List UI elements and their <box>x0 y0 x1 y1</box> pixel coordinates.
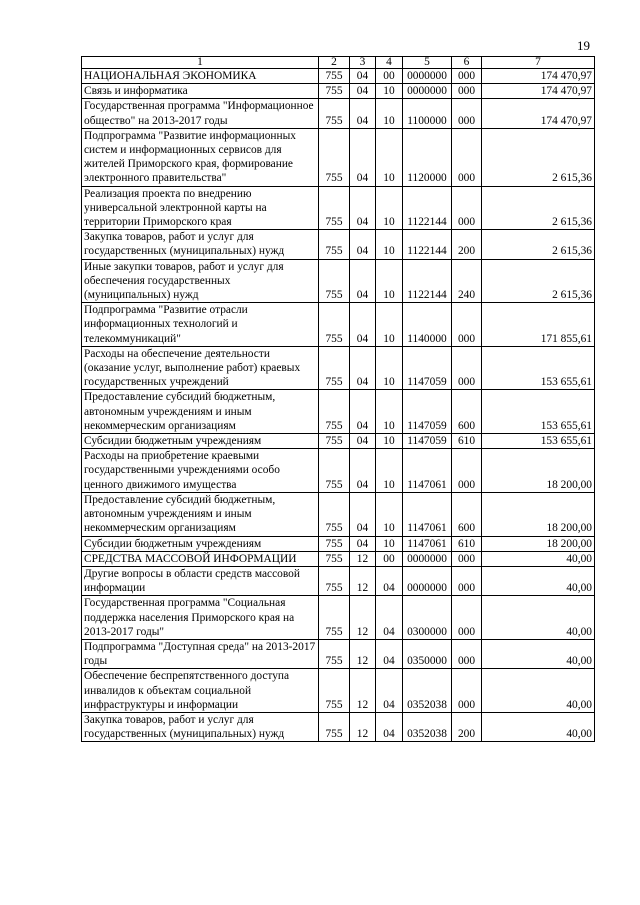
table-row <box>82 492 595 536</box>
expense-type-cell: 000 <box>452 449 482 493</box>
amount-cell: 40,00 <box>482 669 595 713</box>
target-article-cell: 0300000 <box>403 596 452 640</box>
section-code-cell: 04 <box>350 186 376 230</box>
expense-type-cell: 000 <box>452 596 482 640</box>
expense-type-cell: 000 <box>452 346 482 390</box>
section-code-cell: 04 <box>350 303 376 347</box>
expense-type-cell: 000 <box>452 186 482 230</box>
ministry-code-cell: 755 <box>319 551 350 566</box>
subsection-code-cell: 10 <box>376 186 403 230</box>
subsection-code-cell: 00 <box>376 551 403 566</box>
expense-type-cell: 200 <box>452 712 482 741</box>
row-name-cell: Расходы на обеспечение деятельности (оказание услуг, выполнение работ) краевых государственных учреждений <box>82 346 319 390</box>
ministry-code-cell: 755 <box>319 230 350 259</box>
budget-table <box>81 56 595 742</box>
ministry-code-cell: 755 <box>319 434 350 449</box>
column-header: 4 <box>376 57 403 69</box>
section-code-cell: 04 <box>350 84 376 99</box>
table-row <box>82 128 595 186</box>
ministry-code-cell: 755 <box>319 712 350 741</box>
section-code-cell: 12 <box>350 551 376 566</box>
table-row <box>82 259 595 303</box>
expense-type-cell: 600 <box>452 390 482 434</box>
expense-type-cell: 000 <box>452 639 482 668</box>
table-row <box>82 434 595 449</box>
target-article-cell: 1122144 <box>403 186 452 230</box>
ministry-code-cell: 755 <box>319 669 350 713</box>
expense-type-cell: 000 <box>452 566 482 595</box>
expense-type-cell: 610 <box>452 536 482 551</box>
subsection-code-cell: 10 <box>376 128 403 186</box>
expense-type-cell: 000 <box>452 128 482 186</box>
subsection-code-cell: 04 <box>376 712 403 741</box>
subsection-code-cell: 04 <box>376 639 403 668</box>
ministry-code-cell: 755 <box>319 69 350 84</box>
amount-cell: 174 470,97 <box>482 99 595 128</box>
expense-type-cell: 610 <box>452 434 482 449</box>
row-name-cell: Подпрограмма "Развитие отрасли информационных технологий и телекоммуникаций" <box>82 303 319 347</box>
amount-cell: 40,00 <box>482 566 595 595</box>
ministry-code-cell: 755 <box>319 186 350 230</box>
target-article-cell: 0352038 <box>403 669 452 713</box>
table-row <box>82 596 595 640</box>
subsection-code-cell: 10 <box>376 230 403 259</box>
row-name-cell: НАЦИОНАЛЬНАЯ ЭКОНОМИКА <box>82 69 319 84</box>
subsection-code-cell: 10 <box>376 536 403 551</box>
ministry-code-cell: 755 <box>319 346 350 390</box>
amount-cell: 174 470,97 <box>482 69 595 84</box>
target-article-cell: 1147061 <box>403 492 452 536</box>
section-code-cell: 12 <box>350 566 376 595</box>
expense-type-cell: 600 <box>452 492 482 536</box>
subsection-code-cell: 10 <box>376 303 403 347</box>
table-row <box>82 346 595 390</box>
row-name-cell: Субсидии бюджетным учреждениям <box>82 434 319 449</box>
target-article-cell: 1147059 <box>403 346 452 390</box>
target-article-cell: 1147059 <box>403 390 452 434</box>
target-article-cell: 1122144 <box>403 259 452 303</box>
ministry-code-cell: 755 <box>319 303 350 347</box>
expense-type-cell: 000 <box>452 551 482 566</box>
section-code-cell: 04 <box>350 390 376 434</box>
amount-cell: 171 855,61 <box>482 303 595 347</box>
section-code-cell: 04 <box>350 346 376 390</box>
amount-cell: 40,00 <box>482 639 595 668</box>
section-code-cell: 04 <box>350 449 376 493</box>
column-header: 2 <box>319 57 350 69</box>
section-code-cell: 04 <box>350 536 376 551</box>
expense-type-cell: 000 <box>452 669 482 713</box>
section-code-cell: 04 <box>350 128 376 186</box>
table-row <box>82 536 595 551</box>
column-header: 7 <box>482 57 595 69</box>
target-article-cell: 1147061 <box>403 449 452 493</box>
subsection-code-cell: 04 <box>376 566 403 595</box>
table-row <box>82 566 595 595</box>
subsection-code-cell: 10 <box>376 346 403 390</box>
amount-cell: 40,00 <box>482 596 595 640</box>
amount-cell: 153 655,61 <box>482 346 595 390</box>
amount-cell: 18 200,00 <box>482 492 595 536</box>
ministry-code-cell: 755 <box>319 99 350 128</box>
row-name-cell: Иные закупки товаров, работ и услуг для обеспечения государственных (муниципальных) нужд <box>82 259 319 303</box>
subsection-code-cell: 04 <box>376 669 403 713</box>
subsection-code-cell: 10 <box>376 449 403 493</box>
target-article-cell: 1100000 <box>403 99 452 128</box>
ministry-code-cell: 755 <box>319 259 350 303</box>
ministry-code-cell: 755 <box>319 84 350 99</box>
amount-cell: 2 615,36 <box>482 259 595 303</box>
subsection-code-cell: 10 <box>376 99 403 128</box>
amount-cell: 2 615,36 <box>482 186 595 230</box>
ministry-code-cell: 755 <box>319 596 350 640</box>
target-article-cell: 1120000 <box>403 128 452 186</box>
ministry-code-cell: 755 <box>319 492 350 536</box>
amount-cell: 40,00 <box>482 712 595 741</box>
amount-cell: 18 200,00 <box>482 536 595 551</box>
ministry-code-cell: 755 <box>319 449 350 493</box>
amount-cell: 153 655,61 <box>482 434 595 449</box>
subsection-code-cell: 04 <box>376 596 403 640</box>
section-code-cell: 12 <box>350 669 376 713</box>
row-name-cell: Государственная программа "Информационное общество" на 2013-2017 годы <box>82 99 319 128</box>
row-name-cell: Подпрограмма "Развитие информационных систем и информационных сервисов для жителей Приморского края, формирование электронного правительства" <box>82 128 319 186</box>
table-row <box>82 639 595 668</box>
header-row <box>82 57 595 69</box>
ministry-code-cell: 755 <box>319 536 350 551</box>
table-row <box>82 99 595 128</box>
row-name-cell: Субсидии бюджетным учреждениям <box>82 536 319 551</box>
expense-type-cell: 240 <box>452 259 482 303</box>
expense-type-cell: 000 <box>452 99 482 128</box>
table-row <box>82 230 595 259</box>
section-code-cell: 12 <box>350 712 376 741</box>
table-body <box>82 69 595 742</box>
row-name-cell: Предоставление субсидий бюджетным, автономным учреждениям и иным некоммерческим организациям <box>82 492 319 536</box>
column-header: 6 <box>452 57 482 69</box>
row-name-cell: Реализация проекта по внедрению универсальной электронной карты на территории Приморского края <box>82 186 319 230</box>
expense-type-cell: 000 <box>452 303 482 347</box>
section-code-cell: 04 <box>350 259 376 303</box>
column-header: 5 <box>403 57 452 69</box>
ministry-code-cell: 755 <box>319 390 350 434</box>
target-article-cell: 1140000 <box>403 303 452 347</box>
table-row <box>82 390 595 434</box>
subsection-code-cell: 10 <box>376 259 403 303</box>
amount-cell: 174 470,97 <box>482 84 595 99</box>
row-name-cell: Подпрограмма "Доступная среда" на 2013-2017 годы <box>82 639 319 668</box>
row-name-cell: Расходы на приобретение краевыми государственными учреждениями особо ценного движимого имущества <box>82 449 319 493</box>
row-name-cell: Обеспечение беспрепятственного доступа инвалидов к объектам социальной инфраструктуры и информации <box>82 669 319 713</box>
row-name-cell: Связь и информатика <box>82 84 319 99</box>
amount-cell: 153 655,61 <box>482 390 595 434</box>
section-code-cell: 04 <box>350 492 376 536</box>
expense-type-cell: 000 <box>452 84 482 99</box>
section-code-cell: 12 <box>350 639 376 668</box>
row-name-cell: Закупка товаров, работ и услуг для государственных (муниципальных) нужд <box>82 230 319 259</box>
column-header: 1 <box>82 57 319 69</box>
target-article-cell: 0000000 <box>403 566 452 595</box>
table-row <box>82 84 595 99</box>
table-row <box>82 303 595 347</box>
column-header: 3 <box>350 57 376 69</box>
table-row <box>82 449 595 493</box>
subsection-code-cell: 10 <box>376 390 403 434</box>
target-article-cell: 0000000 <box>403 69 452 84</box>
amount-cell: 40,00 <box>482 551 595 566</box>
amount-cell: 18 200,00 <box>482 449 595 493</box>
page-number: 19 <box>577 38 590 53</box>
section-code-cell: 04 <box>350 99 376 128</box>
target-article-cell: 1122144 <box>403 230 452 259</box>
table-row <box>82 551 595 566</box>
amount-cell: 2 615,36 <box>482 128 595 186</box>
table-row <box>82 69 595 84</box>
table-row <box>82 186 595 230</box>
row-name-cell: Предоставление субсидий бюджетным, автономным учреждениям и иным некоммерческим организациям <box>82 390 319 434</box>
subsection-code-cell: 10 <box>376 434 403 449</box>
target-article-cell: 0350000 <box>403 639 452 668</box>
ministry-code-cell: 755 <box>319 128 350 186</box>
section-code-cell: 12 <box>350 596 376 640</box>
row-name-cell: Другие вопросы в области средств массовой информации <box>82 566 319 595</box>
subsection-code-cell: 10 <box>376 84 403 99</box>
section-code-cell: 04 <box>350 69 376 84</box>
subsection-code-cell: 00 <box>376 69 403 84</box>
row-name-cell: СРЕДСТВА МАССОВОЙ ИНФОРМАЦИИ <box>82 551 319 566</box>
table-header <box>82 57 595 69</box>
ministry-code-cell: 755 <box>319 639 350 668</box>
row-name-cell: Закупка товаров, работ и услуг для государственных (муниципальных) нужд <box>82 712 319 741</box>
subsection-code-cell: 10 <box>376 492 403 536</box>
section-code-cell: 04 <box>350 230 376 259</box>
target-article-cell: 1147059 <box>403 434 452 449</box>
row-name-cell: Государственная программа "Социальная поддержка населения Приморского края на 2013-2017 годы" <box>82 596 319 640</box>
table-row <box>82 712 595 741</box>
expense-type-cell: 000 <box>452 69 482 84</box>
table-row <box>82 669 595 713</box>
target-article-cell: 0352038 <box>403 712 452 741</box>
amount-cell: 2 615,36 <box>482 230 595 259</box>
section-code-cell: 04 <box>350 434 376 449</box>
target-article-cell: 0000000 <box>403 551 452 566</box>
ministry-code-cell: 755 <box>319 566 350 595</box>
expense-type-cell: 200 <box>452 230 482 259</box>
target-article-cell: 0000000 <box>403 84 452 99</box>
target-article-cell: 1147061 <box>403 536 452 551</box>
